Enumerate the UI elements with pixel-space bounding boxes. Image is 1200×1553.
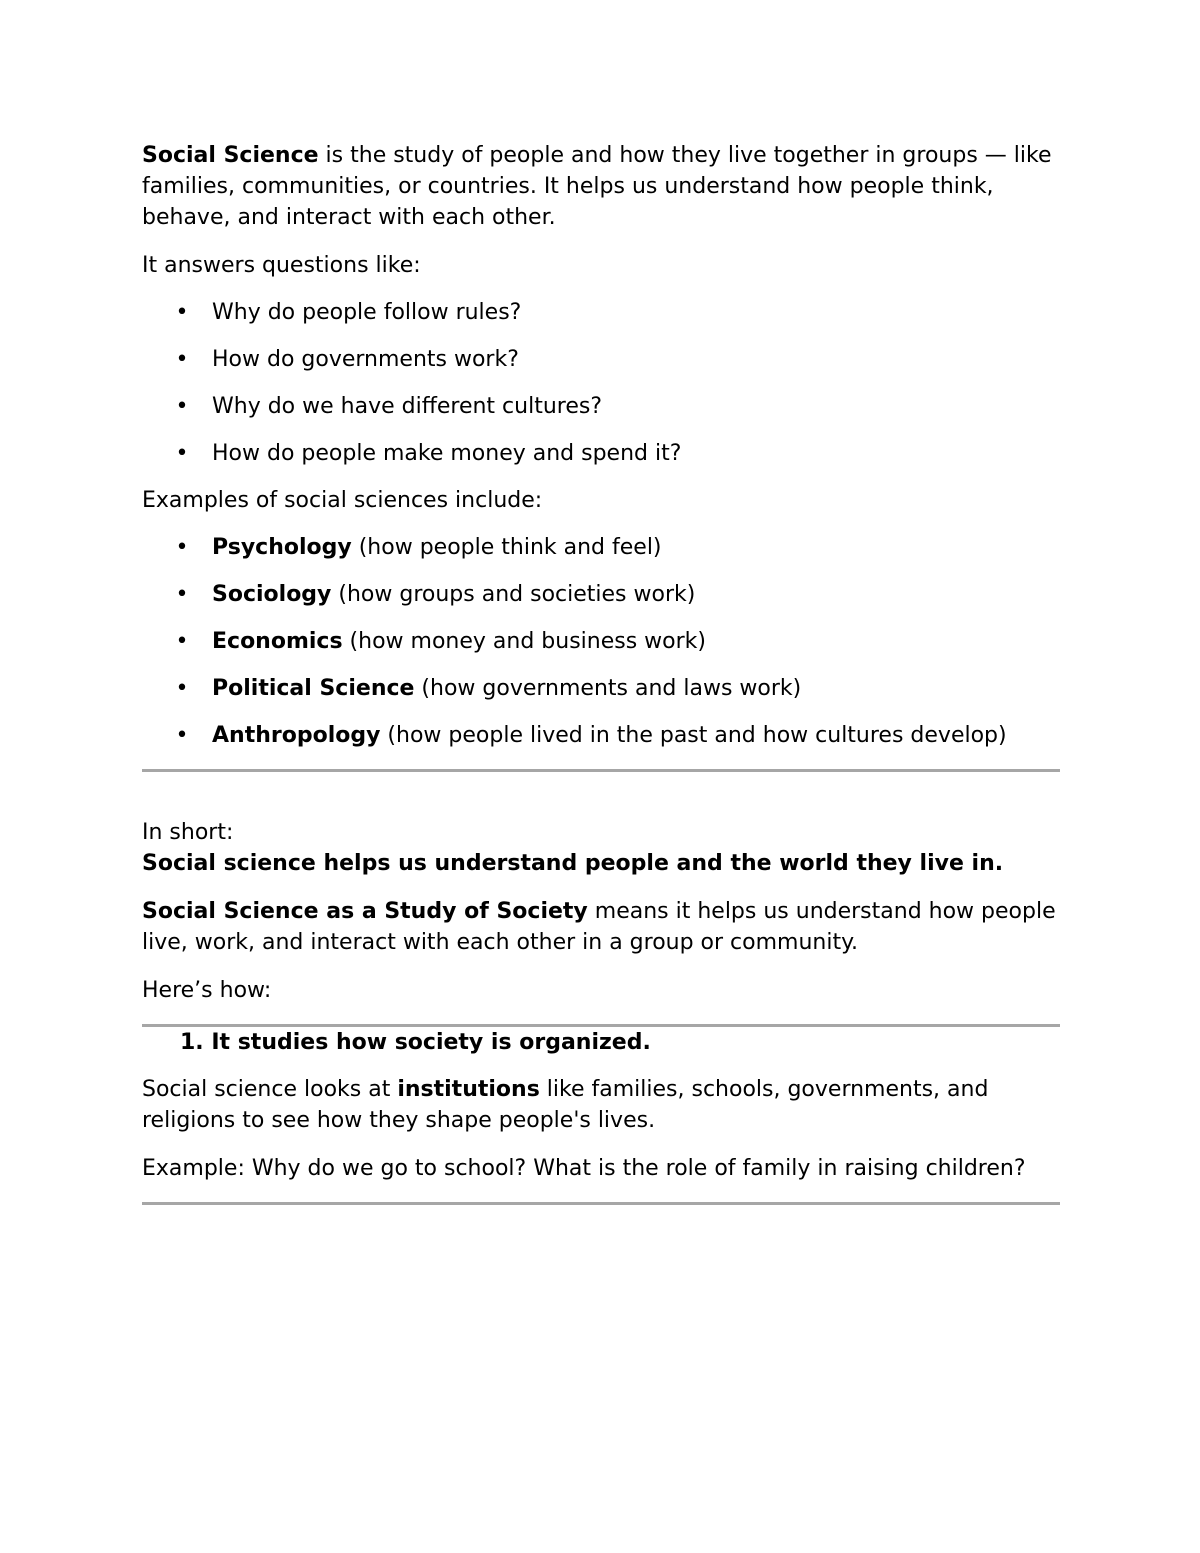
horizontal-divider <box>142 769 1060 772</box>
short-lead: In short: <box>142 820 234 845</box>
institutions-text-before: Social science looks at <box>142 1077 398 1102</box>
question-text: Why do we have different cultures? <box>212 394 603 419</box>
point-heading <box>142 1027 1060 1058</box>
example-name: Political Science <box>212 676 415 701</box>
examples-list <box>142 532 1060 751</box>
example-paragraph: Example: Why do we go to school? What is the role of family in raising children? <box>142 1156 1026 1181</box>
list-item <box>142 673 1060 704</box>
short-statement-text: Social science helps us understand people and the world they live in. <box>142 851 1004 876</box>
point-number: 1. <box>180 1030 204 1055</box>
example-desc: (how groups and societies work) <box>331 582 696 607</box>
example-name: Economics <box>212 629 343 654</box>
short-statement <box>142 848 1060 879</box>
heres-how-text: Here’s how: <box>142 978 272 1003</box>
example-name: Sociology <box>212 582 332 607</box>
list-item <box>142 391 1060 422</box>
society-paragraph <box>142 896 1060 958</box>
document-page <box>142 140 1060 1205</box>
bullet-icon: • <box>175 582 189 607</box>
institutions-term: institutions <box>397 1077 540 1102</box>
bullet-icon: • <box>175 535 189 560</box>
example-name: Psychology <box>212 535 352 560</box>
bullet-icon: • <box>175 394 189 419</box>
question-text: How do governments work? <box>212 347 519 372</box>
questions-list <box>142 297 1060 469</box>
horizontal-divider <box>142 1202 1060 1205</box>
example-name: Anthropology <box>212 723 381 748</box>
example-desc: (how money and business work) <box>342 629 706 654</box>
bullet-icon: • <box>175 300 189 325</box>
bullet-icon: • <box>175 347 189 372</box>
intro-term: Social Science <box>142 143 319 168</box>
institutions-text-after: like families, schools, governments, and religions to see how they shape people's lives. <box>142 1077 989 1133</box>
society-text: means it helps us understand how people live, work, and interact with each other in a group or community. <box>142 899 1056 955</box>
list-item <box>142 720 1060 751</box>
list-item <box>142 438 1060 469</box>
bullet-icon: • <box>175 723 189 748</box>
list-item <box>142 626 1060 657</box>
institutions-paragraph <box>142 1074 1060 1136</box>
intro-text: is the study of people and how they live together in groups — like families, communities, or countries. It helps us understand how people think, behave, and interact with each other. <box>142 143 1052 230</box>
examples-lead: Examples of social sciences include: <box>142 488 543 513</box>
example-desc: (how governments and laws work) <box>414 676 802 701</box>
question-text: Why do people follow rules? <box>212 300 522 325</box>
intro-paragraph <box>142 140 1060 233</box>
list-item <box>142 579 1060 610</box>
example-desc: (how people lived in the past and how cultures develop) <box>380 723 1007 748</box>
question-text: How do people make money and spend it? <box>212 441 682 466</box>
list-item <box>142 344 1060 375</box>
bullet-icon: • <box>175 441 189 466</box>
list-item <box>142 532 1060 563</box>
bullet-icon: • <box>175 629 189 654</box>
questions-lead: It answers questions like: <box>142 253 421 278</box>
bullet-icon: • <box>175 676 189 701</box>
example-desc: (how people think and feel) <box>351 535 662 560</box>
list-item <box>142 297 1060 328</box>
society-term: Social Science as a Study of Society <box>142 899 588 924</box>
point-heading-text: It studies how society is organized. <box>211 1030 651 1055</box>
